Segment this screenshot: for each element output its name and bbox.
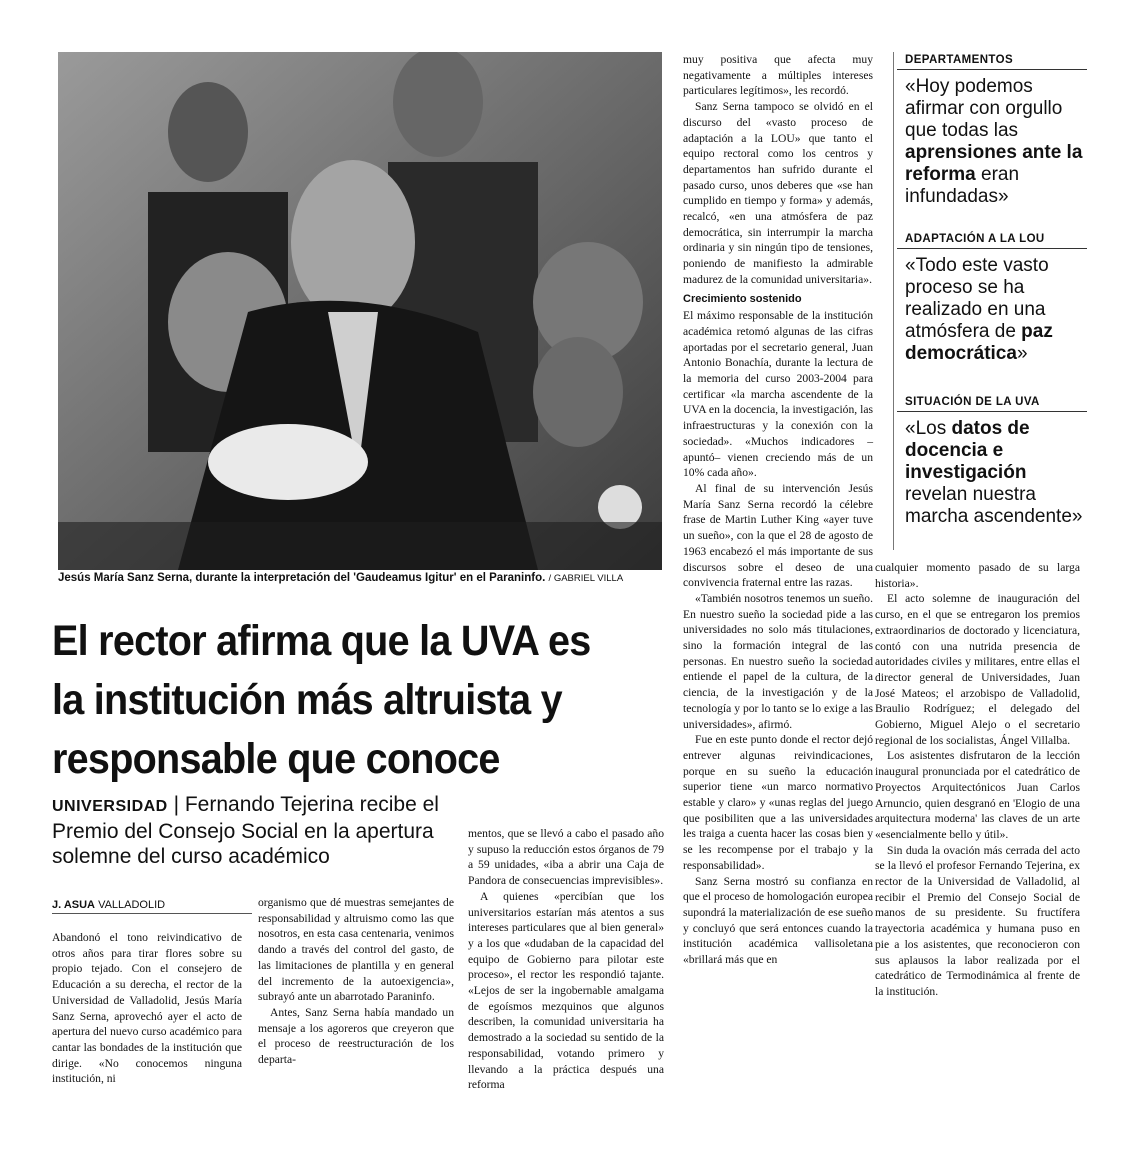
paragraph: Los asistentes disfrutaron de la lección inaugural pronunciada por el catedrático de Proyectos Arquitectónicos Juan Carlos Arnuncio, quien desgranó en 'Elogio de una arquitectura moderna' las claves de un arte «esencialmente bello y útil». bbox=[875, 749, 1080, 841]
quote-highlight: paz democrática bbox=[905, 321, 1053, 364]
byline-place: VALLADOLID bbox=[98, 899, 166, 911]
paragraph: Sanz Serna tampoco se olvidó en el discurso del «vasto proceso de adaptación a la LOU» que tanto el equipo rectoral como los centros y departamentos han sufrido durante el pasado curso, unos deberes que «se han cumplido en tiempo y forma» y además, recalcó, «en una atmósfera de paz democrática, sin interrumpir la marcha ordinaria y sin ningún tipo de tensiones, poniendo de manifiesto la admirable madurez de la comunidad universitaria». bbox=[683, 100, 873, 286]
paragraph: A quienes «percibían que los universitarios estarían más atentos a sus intereses particulares que al bien general» y a los que «dudaban de la capacidad del equipo de Gobierno para pilotar este proceso», el rector les respondió tajante. «Lejos de ser la ingobernable amalgama de egoísmos mezquinos que algunos describen, la comunidad universitaria ha demostrado a la sociedad su sentido de la responsabilidad, votando primero y llevando a la práctica después una reforma bbox=[468, 889, 664, 1092]
quote-part: «Hoy podemos afirmar con orgullo que todas las bbox=[905, 76, 1063, 141]
body-column-5 bbox=[875, 560, 1080, 1000]
headline: El rector afirma que la UVA es la institución más altruista y responsable que conoce bbox=[52, 617, 591, 783]
photo-caption bbox=[58, 572, 662, 584]
quote-label: SITUACIÓN DE LA UVA bbox=[897, 396, 1087, 412]
quote-text bbox=[897, 70, 1087, 208]
paragraph: mentos, que se llevó a cabo el pasado año y supuso la reducción estos órganos de 79 a 59 unidades, «iba a abrir una Caja de Pandora de consecuencias imprevisibles». bbox=[468, 827, 664, 888]
quote-part: » bbox=[1016, 343, 1028, 364]
section-label: UNIVERSIDAD bbox=[52, 798, 168, 815]
quote-part: revelan nuestra marcha ascendente» bbox=[905, 484, 1083, 527]
photo-credit: / GABRIEL VILLA bbox=[548, 573, 624, 584]
paragraph: Al final de su intervención Jesús María Sanz Serna recordó la célebre frase de Martin Luther King «ayer tuve un sueño», con la que el 28 de agosto de 1963 encabezó el más importante de sus discursos sobre el deseo de una convivencia fraternal entre las razas. bbox=[683, 481, 873, 590]
paragraph: Antes, Sanz Serna había mandado un mensaje a los agoreros que creyeron que el proceso de reestructuración de los departa- bbox=[258, 1005, 454, 1067]
quote-label: DEPARTAMENTOS bbox=[897, 54, 1087, 70]
paragraph: muy positiva que afecta muy negativamente a múltiples intereses particulares legítimos», les recordó. bbox=[683, 53, 873, 98]
paragraph: Abandonó el tono reivindicativo de otros años para tirar flores sobre su propio tejado. Con el consejero de Educación a su derecha, el rector de la Universidad de Valladolid, Jesús María Sanz Serna, aprovechó ayer el acto de apertura del nuevo curso académico para cantar las bondades de la institución que dirige. «No conocemos ninguna institución, ni bbox=[52, 931, 242, 1086]
body-column-3 bbox=[468, 826, 664, 1093]
quote-part: eran infundadas» bbox=[905, 164, 1020, 207]
sidebar-quote-situacion bbox=[897, 396, 1087, 528]
quote-highlight: aprensiones ante la reforma bbox=[905, 142, 1083, 185]
caption-text: Jesús María Sanz Serna, durante la interpretación del 'Gaudeamus Igitur' en el Paraninfo. bbox=[58, 572, 546, 584]
paragraph: «También nosotros tenemos un sueño. En nuestro sueño la sociedad pide a las universidades no solo más titulaciones, sino la formación integral de las personas. En nuestro sueño la sociedad entiende el papel de la cultura, de la ciencia, de la investigación y de la tecnología y por lo tanto se lo exige a las universidades», afirmó. bbox=[683, 591, 873, 731]
sidebar-quote-departamentos bbox=[897, 54, 1087, 208]
paragraph: El máximo responsable de la institución académica retomó algunas de las cifras aportadas por el secretario general, Juan Antonio Bonachía, durante la lectura de la memoria del curso 2003-2004 para certificar «la marcha ascendente de la UVA en la docencia, la investigación, las infraestructuras y la conexión con la sociedad». «Muchos indicadores –apuntó– vienen creciendo más de un 10% cada año». bbox=[683, 309, 873, 480]
paragraph: El acto solemne de inauguración del curso, en el que se entregaron los premios extraordinarios de doctorado y licenciatura, contó con una nutrida presencia de autoridades civiles y militares, entre ellas el director general de Universidades, Juan José Mateos; el arzobispo de Valladolid, Braulio Rodríguez; el delegado del Gobierno, Miguel Alejo o el secretario regional de los socialistas, Ángel Villalba. bbox=[875, 592, 1080, 747]
paragraph: organismo que dé muestras semejantes de responsabilidad y altruismo como las que nosotros, en esta casa centenaria, venimos dando a través del control del gasto, de las limitaciones de plantilla y en general del incremento de la autoexigencia», subrayó ante un abarrotado Paraninfo. bbox=[258, 896, 454, 1004]
byline-author: J. ASUA bbox=[52, 899, 95, 911]
photo-illustration bbox=[58, 52, 662, 570]
quote-part: «Todo este vasto proceso se ha realizado en una atmósfera de bbox=[905, 255, 1049, 342]
quote-text bbox=[897, 249, 1087, 365]
subheadline: UNIVERSIDAD | Fernando Tejerina recibe el Premio del Consejo Social en la apertura solemne del curso académico bbox=[52, 793, 439, 868]
news-photo bbox=[58, 52, 662, 570]
body-column-1 bbox=[52, 930, 242, 1087]
paragraph: Sanz Serna mostró su confianza en que el proceso de homologación europea supondrá la materialización de ese sueño y concluyó que será entonces cuando la institución académica vallisoletana «brillará más que en bbox=[683, 874, 873, 967]
paragraph: Fue en este punto donde el rector dejó entrever algunas reivindicaciones, porque en su sueño la educación superior tiene «un marco normativo estable y claro» y «unas reglas del juego que posibiliten que a las universidades les traiga a cuenta hacer las cosas bien y se les recompense por el trabajo y la responsabilidad». bbox=[683, 733, 873, 872]
paragraph: cualquier momento pasado de su larga historia». bbox=[875, 561, 1080, 590]
quote-text bbox=[897, 412, 1087, 528]
body-column-2 bbox=[258, 895, 454, 1068]
sidebar-quote-adaptacion bbox=[897, 233, 1087, 365]
byline bbox=[52, 899, 252, 914]
paragraph: Sin duda la ovación más cerrada del acto se la llevó el profesor Fernando Tejerina, ex rector de la Universidad de Valladolid, al recibir el Premio del Consejo Social de manos de su presidente. Su fructífera trayectoria académica y humana puso en pie a los asistentes, que reconocieron con sus aplausos la labor realizada por el catedrático de Termodinámica al frente de la institución. bbox=[875, 843, 1080, 998]
subheading: Crecimiento sostenido bbox=[683, 292, 802, 305]
quote-part: «Los bbox=[905, 418, 952, 439]
quote-highlight: datos de docencia e investigación bbox=[905, 418, 1030, 483]
subheadline-text: Fernando Tejerina recibe el Premio del Consejo Social en la apertura solemne del curso académico bbox=[52, 793, 439, 868]
quote-label: ADAPTACIÓN A LA LOU bbox=[897, 233, 1087, 249]
body-column-4 bbox=[683, 52, 873, 968]
column-divider bbox=[893, 52, 894, 550]
